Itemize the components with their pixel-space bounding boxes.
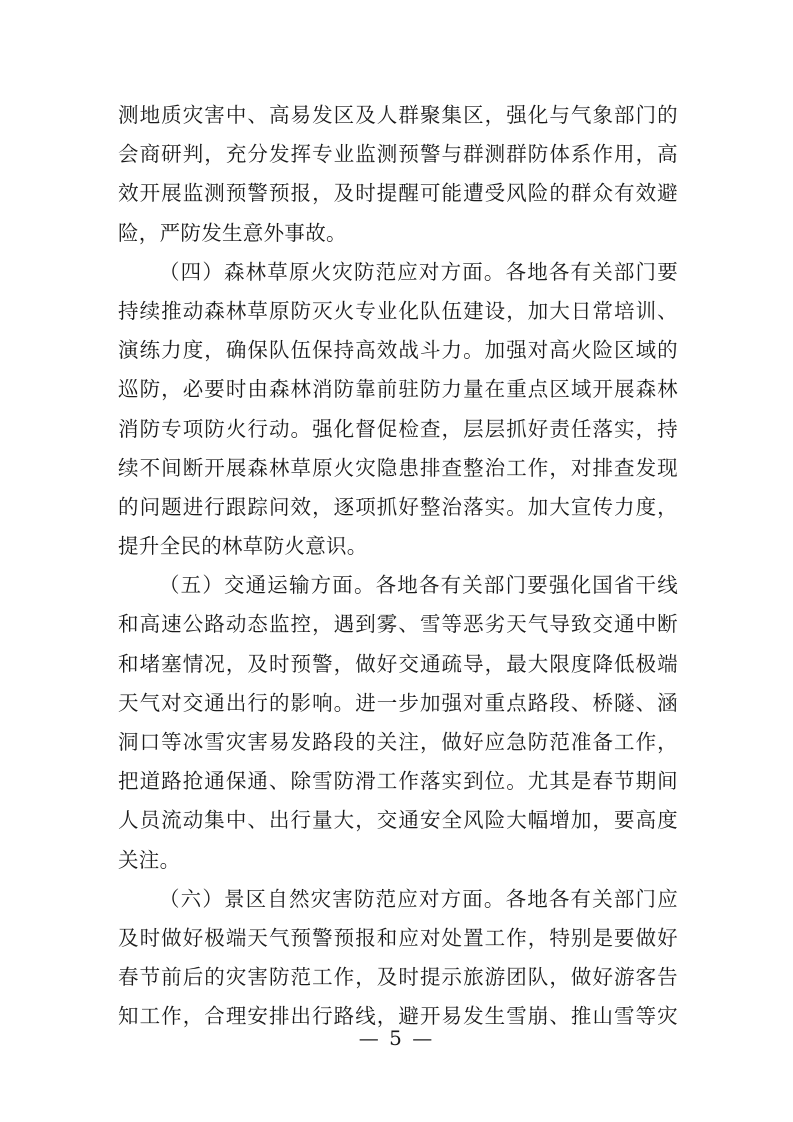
text-line: 人员流动集中、出行量大，交通安全风险大幅增加，要高度 — [118, 808, 678, 833]
text-line: 知工作，合理安排出行路线，避开易发生雪崩、推山雪等灾 — [118, 1004, 678, 1029]
text-line: 会商研判，充分发挥专业监测预警与群测群防体系作用，高 — [118, 142, 678, 167]
paragraph-scenic-area — [118, 880, 678, 1037]
text-line: 提升全民的林草防火意识。 — [118, 534, 368, 559]
body-text — [118, 96, 678, 1037]
text-line: 和堵塞情况，及时预警，做好交通疏导，最大限度降低极端 — [118, 651, 678, 676]
text-line: 的问题进行跟踪问效，逐项抓好整治落实。加大宣传力度， — [118, 494, 678, 519]
text-line: 关注。 — [118, 847, 181, 872]
text-line: 险，严防发生意外事故。 — [118, 220, 347, 245]
text-line: 洞口等冰雪灾害易发路段的关注，做好应急防范准备工作， — [118, 730, 678, 754]
text-line: 演练力度，确保队伍保持高效战斗力。加强对高火险区域的 — [118, 338, 678, 363]
text-line: 持续推动森林草原防灭火专业化队伍建设，加大日常培训、 — [118, 298, 678, 323]
text-line: 消防专项防火行动。强化督促检查，层层抓好责任落实，持 — [118, 416, 678, 441]
text-line: 把道路抢通保通、除雪防滑工作落实到位。尤其是春节期间 — [118, 769, 678, 794]
text-line: 测地质灾害中、高易发区及人群聚集区，强化与气象部门的 — [118, 103, 678, 127]
text-line: 效开展监测预警预报，及时提醒可能遭受风险的群众有效避 — [118, 181, 678, 206]
text-line: 巡防，必要时由森林消防靠前驻防力量在重点区域开展森林 — [118, 377, 678, 402]
page-number: — 5 — — [358, 1026, 435, 1050]
text-line: 续不间断开展森林草原火灾隐患排查整治工作，对排查发现 — [118, 455, 678, 480]
text-line: 和高速公路动态监控，遇到雾、雪等恶劣天气导致交通中断 — [118, 612, 678, 637]
text-line: 春节前后的灾害防范工作，及时提示旅游团队，做好游客告 — [118, 965, 678, 990]
text-line: 及时做好极端天气预警预报和应对处置工作，特别是要做好 — [118, 925, 678, 950]
text-line: （六）景区自然灾害防范应对方面。各地各有关部门应 — [159, 886, 678, 911]
text-line: （五）交通运输方面。各地各有关部门要强化国省干线 — [159, 573, 678, 598]
paragraph-transportation — [118, 566, 678, 880]
paragraph-geological-hazard-continuation — [118, 96, 678, 253]
text-line: （四）森林草原火灾防范应对方面。各地各有关部门要 — [159, 259, 678, 284]
paragraph-forest-fire — [118, 253, 678, 567]
text-line: 天气对交通出行的影响。进一步加强对重点路段、桥隧、涵 — [118, 690, 678, 715]
